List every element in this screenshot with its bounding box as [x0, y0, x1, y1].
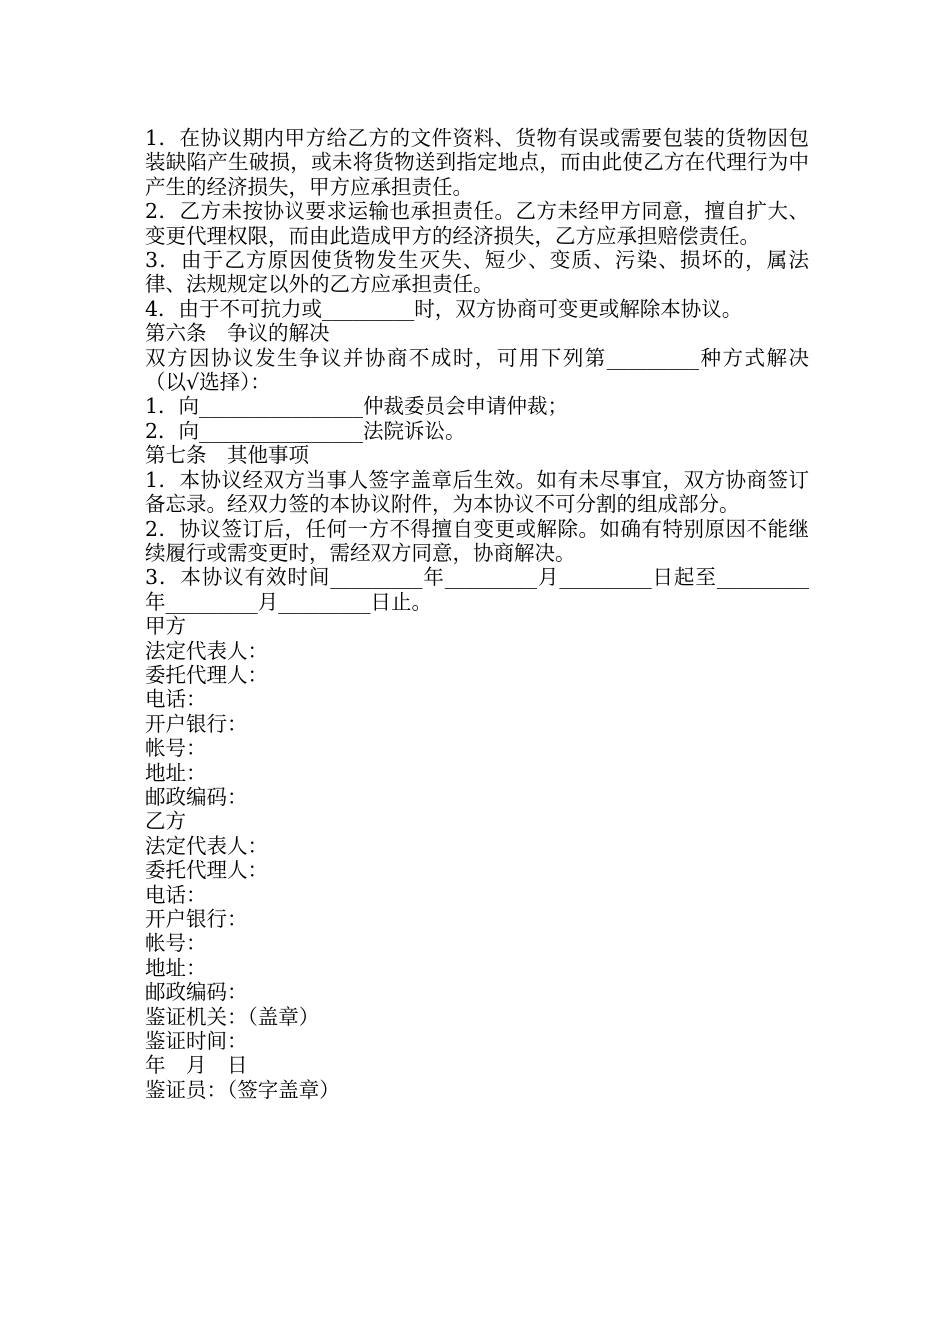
party-b-phone: 电话：	[145, 882, 207, 907]
clause-liability-4: 4．由于不可抗力或_________时，双方协商可变更或解除本协议。	[145, 296, 743, 321]
party-a-postcode: 邮政编码：	[145, 784, 248, 809]
article-7-heading: 第七条 其他事项	[145, 443, 309, 468]
clause-liability-3: 3．由于乙方原因使货物发生灭失、短少、变质、污染、损坏的，属法律、法规规定以外的乙方应承担责任。	[145, 248, 809, 297]
other-matters-2: 2．协议签订后，任何一方不得擅自变更或解除。如确有特别原因不能继续履行或需变更时，需经双方同意，协商解决。	[145, 516, 809, 565]
party-b-bank: 开户银行：	[145, 907, 248, 931]
article-6-heading: 第六条 争议的解决	[145, 321, 330, 346]
party-a-heading: 甲方	[145, 614, 186, 639]
notary-date: 年 月 日	[145, 1053, 248, 1078]
party-a-legal-rep: 法定代表人：	[145, 638, 268, 663]
dispute-resolution-intro: 双方因协议发生争议并协商不成时，可用下列第_________种方式解决（以√选择）：	[145, 345, 809, 395]
clause-liability-2: 2．乙方未按协议要求运输也承担责任。乙方未经甲方同意，擅自扩大、变更代理权限，而由此造成甲方的经济损失，乙方应承担赔偿责任。	[145, 199, 809, 248]
party-a-agent: 委托代理人：	[145, 662, 268, 687]
notary-time: 鉴证时间：	[145, 1029, 248, 1054]
party-b-address: 地址：	[145, 955, 207, 980]
party-b-legal-rep: 法定代表人：	[145, 833, 268, 858]
party-b-heading: 乙方	[145, 809, 186, 834]
party-b-account: 帐号：	[145, 931, 207, 956]
clause-liability-1: 1．在协议期内甲方给乙方的文件资料、货物有误或需要包装的货物因包装缺陷产生破损，或未将货物送到指定地点，而由此使乙方在代理行为中产生的经济损失，甲方应承担责任。	[145, 126, 809, 199]
party-a-bank: 开户银行：	[145, 711, 248, 736]
dispute-option-arbitration: 1．向________________仲裁委员会申请仲裁；	[145, 394, 569, 419]
notary-officer: 鉴证员：（签字盖章）	[145, 1077, 340, 1102]
party-b-postcode: 邮政编码：	[145, 980, 248, 1005]
party-a-address: 地址：	[145, 760, 207, 785]
party-a-phone: 电话：	[145, 687, 207, 712]
document-page	[145, 126, 809, 1102]
notary-authority: 鉴证机关：（盖章）	[145, 1004, 320, 1029]
dispute-option-court: 2．向________________法院诉讼。	[145, 418, 466, 443]
party-b-agent: 委托代理人：	[145, 858, 268, 883]
party-a-account: 帐号：	[145, 736, 207, 761]
other-matters-3: 3．本协议有效时间_________年_________月_________日起至_________年_________月_________日止。	[145, 565, 809, 614]
other-matters-1: 1．本协议经双方当事人签字盖章后生效。如有未尽事宜，双方协商签订备忘录。经双力签的本协议附件，为本协议不可分割的组成部分。	[145, 467, 809, 517]
